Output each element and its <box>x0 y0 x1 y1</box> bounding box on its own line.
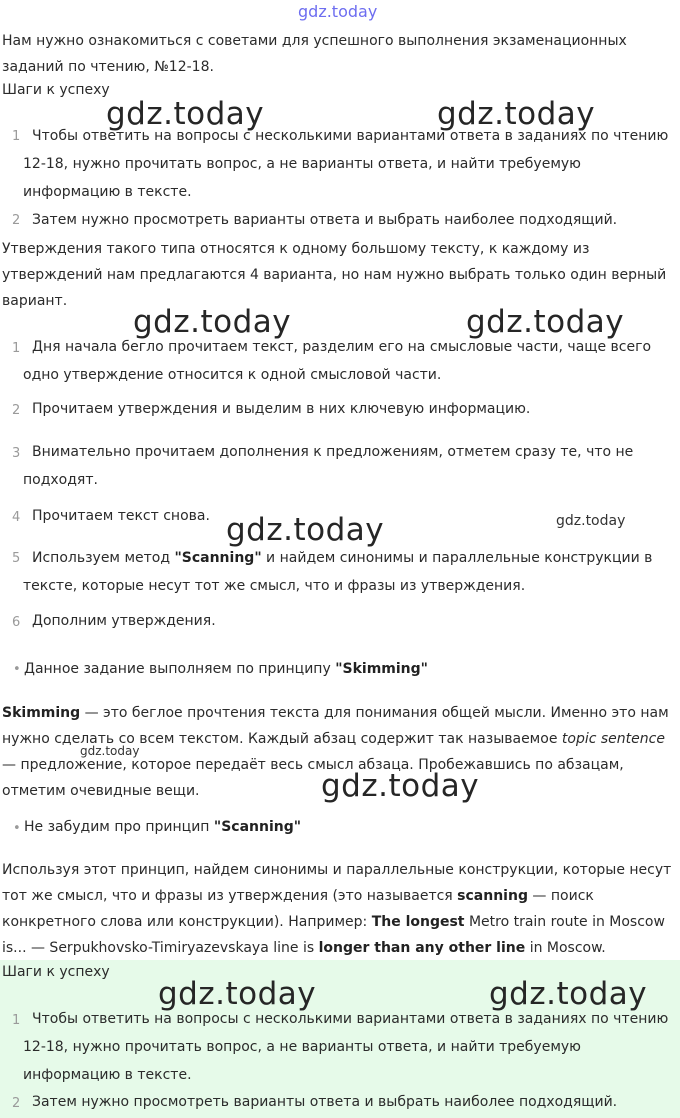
watermark: gdz.today <box>80 744 140 758</box>
bullet-skimming: Данное задание выполняем по принципу "Skimming" <box>24 661 428 677</box>
watermark: gdz.today <box>226 512 385 548</box>
step-number: 1 <box>12 129 21 144</box>
scanning-paragraph: Используя этот принцип, найдем синонимы и параллельные конструкции, которые несут тот же смысл, что и фразы из утверждения (это называется scanning — поиск конкретного слова или конструкции). Например: The longest Metro train route in Moscow is... — Serpukhovsko-Timiryazevskaya line is longer than any other line in Moscow. <box>2 862 672 956</box>
watermark: gdz.today <box>556 513 626 529</box>
watermark: gdz.today <box>321 768 480 804</box>
step-text: Затем нужно просмотреть варианты ответа и выбрать наиболее подходящий. <box>32 1094 618 1110</box>
step-number: 5 <box>12 551 21 566</box>
bullet-dot: • <box>13 662 21 677</box>
watermark-top: gdz.today <box>298 2 378 21</box>
skimming-paragraph: Skimming — это беглое прочтения текста для понимания общей мысли. Именно это нам нужно сделать со всем текстом. Каждый абзац содержит так называемое topic sentence — предложение, которое передаёт весь смысл абзаца. Пробежавшись по абзацам, отметим очевидные вещи. <box>2 705 669 799</box>
bullet-scanning: Не забудим про принцип "Scanning" <box>24 819 302 835</box>
step-number: 2 <box>12 403 21 418</box>
step-text: Дополним утверждения. <box>32 613 216 629</box>
step-text: Затем нужно просмотреть варианты ответа и выбрать наиболее подходящий. <box>32 212 618 228</box>
watermark: gdz.today <box>133 304 292 340</box>
step-number: 4 <box>12 510 21 525</box>
step-text: Чтобы ответить на вопросы с несколькими вариантами ответа в заданиях по чтению 12-18, нужно прочитать вопрос, а не варианты ответа, и найти требуемую информацию в тексте. <box>23 128 669 200</box>
claims-paragraph: Утверждения такого типа относятся к одному большому тексту, к каждому из утверждений нам предлагаются 4 варианта, но нам нужно выбрать только один верный вариант. <box>2 241 667 309</box>
step-number: 2 <box>12 1096 21 1111</box>
steps-title-2: Шаги к успеху <box>2 964 110 980</box>
step-number: 2 <box>12 213 21 228</box>
watermark: gdz.today <box>437 96 596 132</box>
intro-paragraph: Нам нужно ознакомиться с советами для успешного выполнения экзаменационных заданий по чтению, №12-18. <box>2 33 627 75</box>
step-number: 1 <box>12 1013 21 1028</box>
watermark: gdz.today <box>106 96 265 132</box>
step-text: Используем метод "Scanning" и найдем синонимы и параллельные конструкции в тексте, которые несут тот же смысл, что и фразы из утверждения. <box>23 550 653 594</box>
steps-title-1: Шаги к успеху <box>2 82 110 98</box>
watermark: gdz.today <box>158 976 317 1012</box>
watermark: gdz.today <box>489 976 648 1012</box>
step-text: Прочитаем утверждения и выделим в них ключевую информацию. <box>32 401 531 417</box>
step-number: 6 <box>12 615 21 630</box>
watermark: gdz.today <box>466 304 625 340</box>
step-number: 1 <box>12 341 21 356</box>
step-text: Дня начала бегло прочитаем текст, разделим его на смысловые части, чаще всего одно утверждение относится к одной смысловой части. <box>23 339 652 383</box>
step-number: 3 <box>12 446 21 461</box>
step-text: Прочитаем текст снова. <box>32 508 210 524</box>
step-text: Внимательно прочитаем дополнения к предложениям, отметем сразу те, что не подходят. <box>23 444 634 488</box>
step-text: Чтобы ответить на вопросы с несколькими вариантами ответа в заданиях по чтению 12-18, нужно прочитать вопрос, а не варианты ответа, и найти требуемую информацию в тексте. <box>23 1011 669 1083</box>
bullet-dot: • <box>13 821 21 836</box>
